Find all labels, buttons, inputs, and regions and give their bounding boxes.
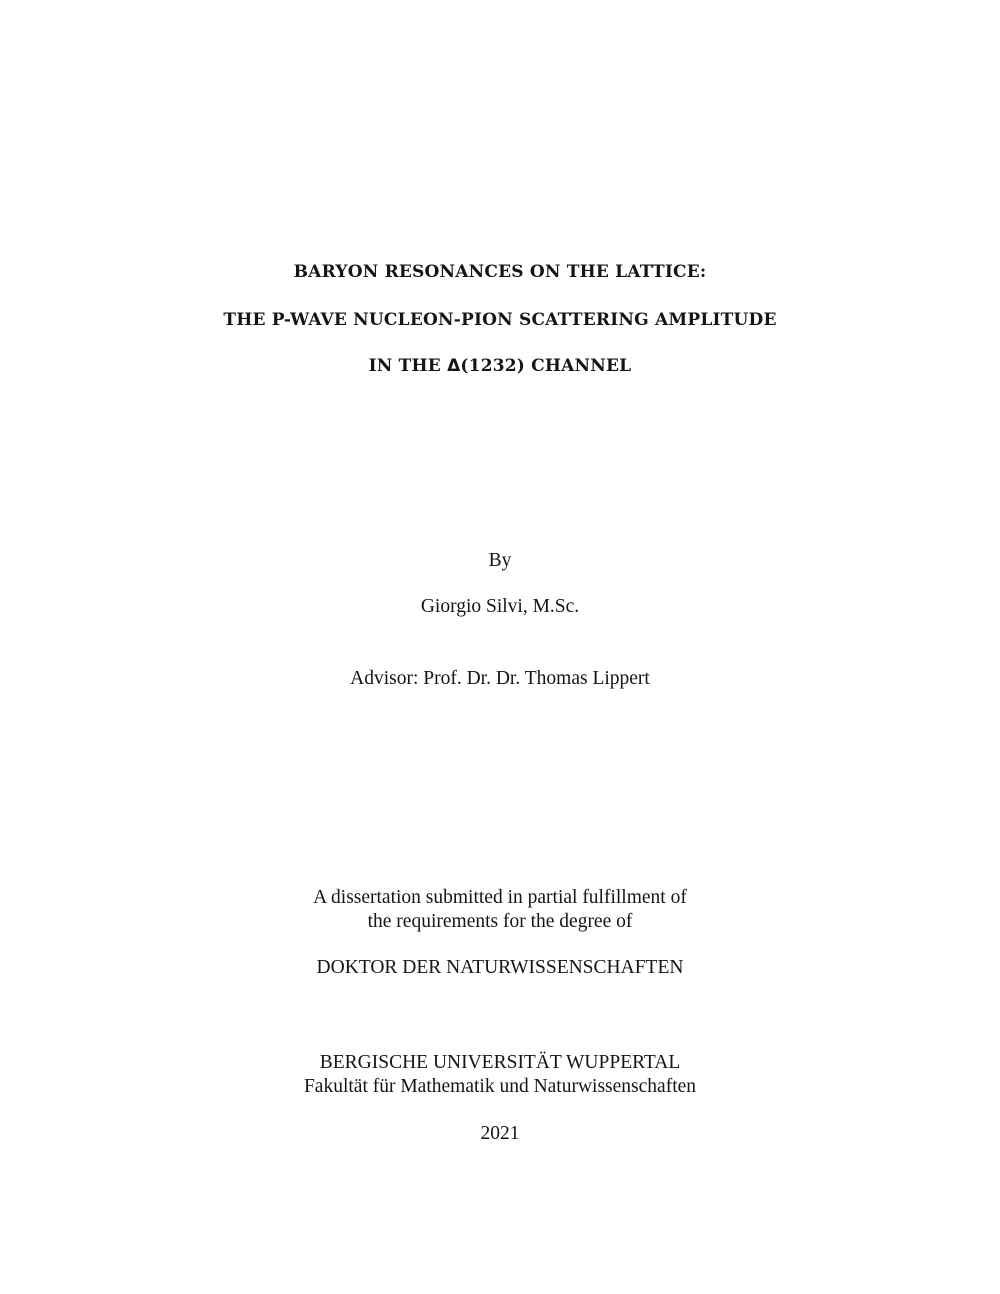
year: 2021 — [480, 1123, 520, 1144]
submission-line-2: the requirements for the degree of — [367, 911, 633, 932]
title-line-3 — [0, 356, 1000, 376]
university-name: BERGISCHE UNIVERSITÄT WUPPERTAL — [319, 1052, 681, 1073]
submission-line-1: A dissertation submitted in partial fulfillment of — [313, 887, 687, 908]
degree-name: DOKTOR DER NATURWISSENSCHAFTEN — [316, 957, 684, 978]
title-line-2: THE P-WAVE NUCLEON-PION SCATTERING AMPLITUDE — [223, 310, 777, 330]
title-line-1: BARYON RESONANCES ON THE LATTICE: — [293, 262, 707, 282]
faculty-name: Fakultät für Mathematik und Naturwissenschaften — [303, 1076, 697, 1097]
advisor: Advisor: Prof. Dr. Dr. Thomas Lippert — [350, 668, 650, 689]
title-line-3-prefix: IN THE — [368, 356, 448, 376]
by-label: By — [488, 550, 512, 571]
author-name: Giorgio Silvi, M.Sc. — [420, 596, 580, 617]
delta-symbol: Δ — [447, 356, 461, 376]
title-line-3-suffix: (1232) CHANNEL — [460, 356, 632, 376]
